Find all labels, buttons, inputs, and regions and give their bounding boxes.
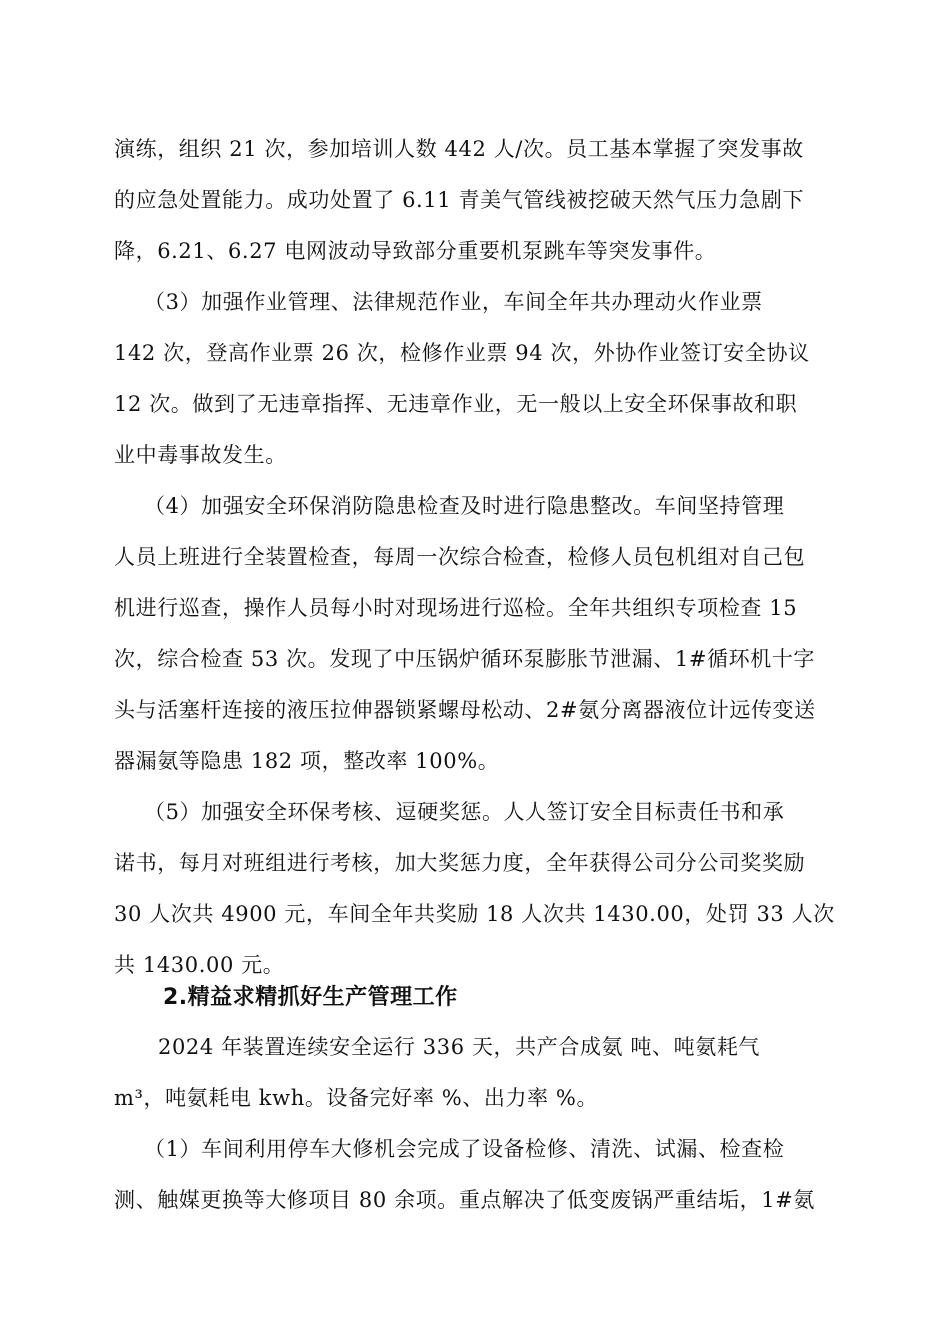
- paragraph-line: 人员上班进行全装置检查，每周一次综合检查，检修人员包机组对自己包: [114, 545, 806, 569]
- section-heading: 2.精益求精抓好生产管理工作: [163, 985, 458, 1010]
- paragraph-line: 次，综合检查 53 次。发现了中压锅炉循环泵膨胀节泄漏、1#循环机十字: [114, 647, 816, 671]
- paragraph-line: 共 1430.00 元。: [114, 953, 285, 977]
- paragraph-line: 测、触媒更换等大修项目 80 余项。重点解决了低变废锅严重结垢，1#氨: [114, 1188, 816, 1212]
- paragraph-line: （3）加强作业管理、法律规范作业，车间全年共办理动火作业票: [144, 290, 763, 314]
- paragraph-line: 30 人次共 4900 元，车间全年共奖励 18 人次共 1430.00，处罚 33 人次: [114, 902, 835, 926]
- paragraph-line: 业中毒事故发生。: [114, 443, 287, 467]
- paragraph-line: 12 次。做到了无违章指挥、无违章作业，无一般以上安全环保事故和职: [114, 392, 798, 416]
- paragraph-line: 器漏氨等隐患 182 项，整改率 100%。: [114, 749, 500, 773]
- paragraph-line: （4）加强安全环保消防隐患检查及时进行隐患整改。车间坚持管理: [144, 494, 785, 518]
- paragraph-line: 2024 年装置连续安全运行 336 天，共产合成氨 吨、吨氨耗气: [158, 1035, 761, 1059]
- paragraph-line: 降，6.21、6.27 电网波动导致部分重要机泵跳车等突发事件。: [114, 239, 717, 263]
- paragraph-line: 机进行巡查，操作人员每小时对现场进行巡检。全年共组织专项检查 15: [114, 596, 798, 620]
- paragraph-line: 的应急处置能力。成功处置了 6.11 青美气管线被挖破天然气压力急剧下: [114, 188, 805, 212]
- paragraph-line: 142 次，登高作业票 26 次，检修作业票 94 次，外协作业签订安全协议: [114, 341, 810, 365]
- paragraph-line: （5）加强安全环保考核、逗硬奖惩。人人签订安全目标责任书和承: [144, 800, 785, 824]
- paragraph-line: 头与活塞杆连接的液压拉伸器锁紧螺母松动、2#氨分离器液位计远传变送: [114, 698, 816, 722]
- paragraph-line: 演练，组织 21 次，参加培训人数 442 人/次。员工基本掌握了突发事故: [114, 137, 804, 161]
- paragraph-line: 诺书，每月对班组进行考核，加大奖惩力度，全年获得公司分公司奖奖励: [114, 851, 806, 875]
- paragraph-line: （1）车间利用停车大修机会完成了设备检修、清洗、试漏、检查检: [144, 1137, 785, 1161]
- paragraph-line: m³，吨氨耗电 kwh。设备完好率 %、出力率 %。: [114, 1086, 599, 1110]
